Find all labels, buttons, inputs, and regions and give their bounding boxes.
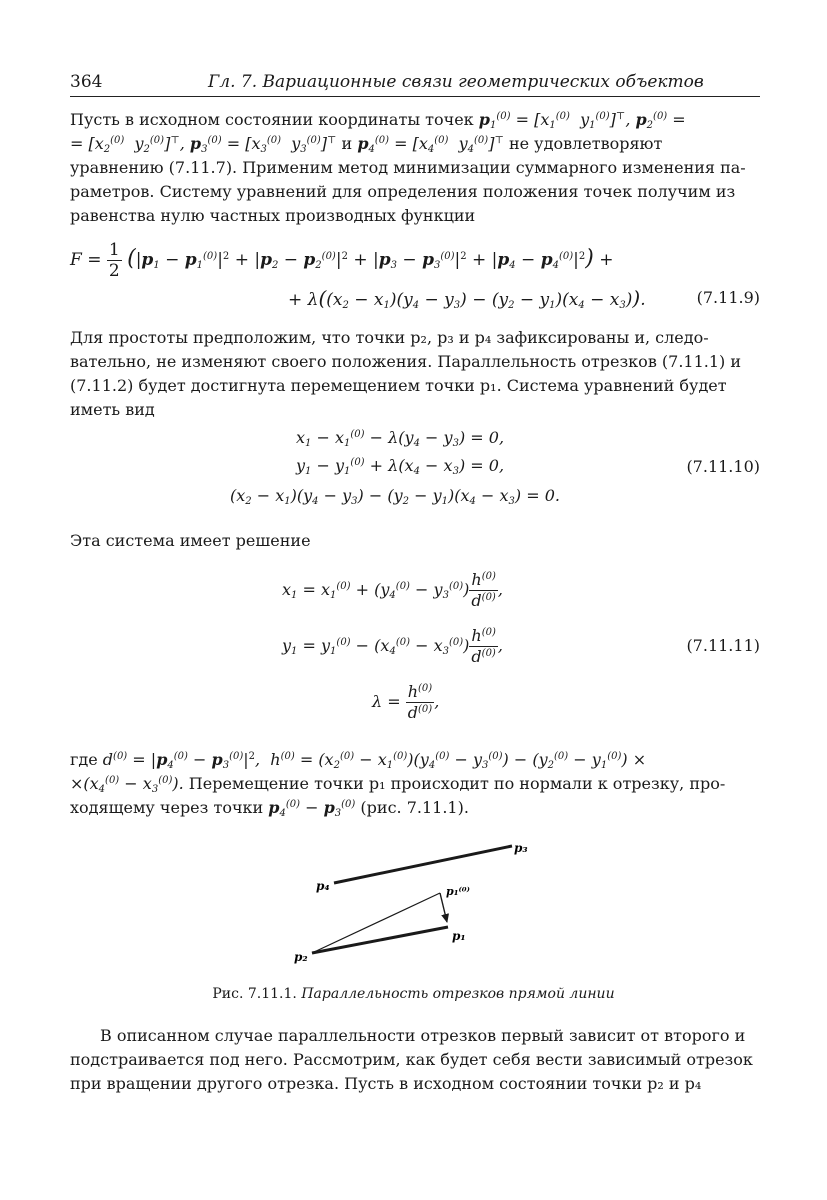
equation-7-11-11-row1: $x_1 = x_1^{(0)} + (y_4^{(0)} - y_3^{(0)})$ $\frac{h^{(0)}}{d^{(0)}}$ , — [282, 570, 503, 610]
para2-line3: (7.11.2) будет достигнута перемещением точки p₁. Система уравнений будет — [70, 376, 727, 395]
para3-line1: Эта система имеет решение — [70, 531, 311, 550]
segment-p2-p1 — [312, 927, 448, 953]
label-p3: p₃ — [514, 841, 528, 855]
label-p4: p₄ — [316, 879, 330, 893]
segment-p2-p1-initial — [312, 893, 440, 953]
running-title: Гл. 7. Вариационные связи геометрических объектов — [208, 72, 704, 92]
label-p1: p₁ — [452, 929, 466, 943]
para1-line1: Пусть в исходном состоянии координаты точек $p_1^{(0)} = [x_1^{(0)}$ $y_1^{(0)}]^⊤$, $p_2^{(0)}$ = — [70, 110, 686, 131]
running-head — [70, 70, 760, 97]
paragraph-2 — [70, 326, 760, 422]
equation-number-7-11-11: (7.11.11) — [686, 636, 760, 655]
paragraph-4 — [70, 748, 760, 820]
para5-line3: при вращении другого отрезка. Пусть в исходном состоянии точки p₂ и p₄ — [70, 1074, 702, 1093]
para5-line1: В описанном случае параллельности отрезков первый зависит от второго и — [100, 1026, 746, 1045]
paragraph-5 — [70, 1024, 760, 1096]
para2-line2: вательно, не изменяют своего положения. Параллельность отрезков (7.11.1) и — [70, 352, 742, 371]
equation-7-11-9-line1: F = $\frac{1}{2}$ $(|p_1 - p_1^{(0)}|^2 + |p_2 - p_2^{(0)}|^2 + |p_3 - p_3^{(0)}|^2 + |p_4 - p_4^{(0)}|^2)$ + — [70, 240, 614, 281]
caption-prefix: Рис. 7.11.1. — [212, 986, 297, 1002]
para4-line1: где $d^{(0)} = |p_4^{(0)} - p_3^{(0)}|^2$, $h^{(0)} = (x_2^{(0)} - x_1^{(0)})(y_4^{(0)} - y_3^{(0)}) - (y_2^{(0)} - y_1^{(0)})$ × — [70, 750, 647, 771]
para1-line3: уравнению (7.11.7). Применим метод минимизации суммарного изменения па- — [70, 158, 746, 177]
equation-number-7-11-10: (7.11.10) — [686, 457, 760, 476]
page-number: 364 — [70, 72, 103, 92]
para1-line4: раметров. Систему уравнений для определения положения точек получим из — [70, 182, 736, 201]
para1-line2: = [$x_2^{(0)}$ $y_2^{(0)}]^⊤$, $p_3^{(0)} = [x_3^{(0)}$ $y_3^{(0)}]^⊤$ и $p_4^{(0)} = [x_4^{(0)}$ $y_4^{(0)}]^⊤$ не удовлетворяют — [70, 134, 663, 155]
para1-line5: равенства нулю частных производных функции — [70, 206, 476, 225]
caption-text: Параллельность отрезков прямой линии — [301, 986, 615, 1002]
para4-line2: $\times(x_4^{(0)} - x_3^{(0)})$. Перемещение точки p₁ происходит по нормали к отрезку, про- — [70, 774, 726, 795]
segment-p4-p3 — [334, 846, 512, 883]
para2-line4: иметь вид — [70, 400, 155, 419]
para2-line1: Для простоты предположим, что точки p₂, p₃ и p₄ зафиксированы и, следо- — [70, 328, 709, 347]
figure-7-11-1 — [0, 830, 827, 980]
paragraph-3 — [70, 529, 760, 553]
equation-7-11-10-row2: $y_1 - y_1^{(0)} + \lambda(x_4 - x_3) = 0$, — [296, 456, 505, 477]
equation-7-11-10-row1: $x_1 - x_1^{(0)} - \lambda(y_4 - y_3) = 0$, — [296, 428, 505, 449]
equation-7-11-11-row3: λ = $\frac{h^{(0)}}{d^{(0)}}$ , — [372, 682, 440, 722]
label-p2: p₂ — [294, 950, 308, 964]
equation-7-11-10-row3: $(x_2 - x_1)(y_4 - y_3) - (y_2 - y_1)(x_4 - x_3) = 0$. — [230, 486, 560, 507]
equation-7-11-11-row2: $y_1 = y_1^{(0)} - (x_4^{(0)} - x_3^{(0)})$ $\frac{h^{(0)}}{d^{(0)}}$ , — [282, 626, 503, 666]
para5-line2: подстраивается под него. Рассмотрим, как будет себя вести зависимый отрезок — [70, 1050, 753, 1069]
figure-caption — [0, 986, 827, 1002]
equation-number-7-11-9: (7.11.9) — [696, 288, 760, 307]
label-p1-initial: p₁⁽⁰⁾ — [446, 885, 470, 898]
paragraph-1 — [70, 108, 760, 228]
equation-7-11-9-line2: + $\lambda((x_2 - x_1)(y_4 - y_3) - (y_2 - y_1)(x_4 - x_3))$. — [288, 286, 646, 311]
para4-line3: ходящему через точки $p_4^{(0)} - p_3^{(0)}$ (рис. 7.11.1). — [70, 798, 469, 819]
